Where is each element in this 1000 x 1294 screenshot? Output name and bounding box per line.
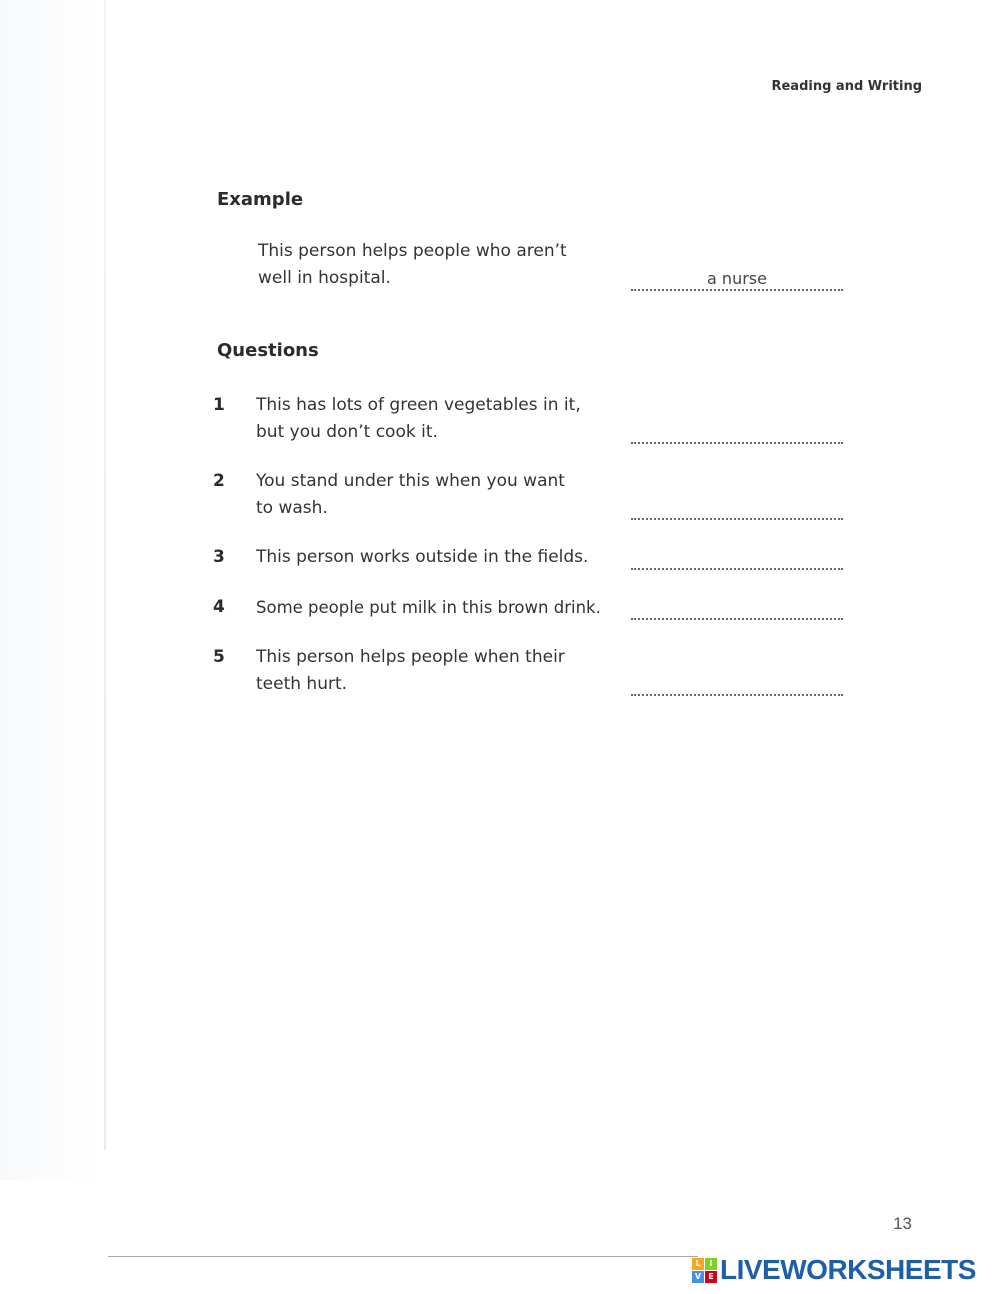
example-text bbox=[258, 238, 618, 292]
brand-text: LIVEWORKSHEETS bbox=[720, 1254, 976, 1285]
question-text-line1: Some people put milk in this brown drink. bbox=[256, 598, 601, 617]
question-number: 3 bbox=[213, 547, 225, 567]
example-item bbox=[213, 238, 853, 298]
brand-grid-cell: I bbox=[705, 1258, 717, 1270]
question-text bbox=[256, 594, 636, 621]
question-item bbox=[213, 468, 853, 528]
answer-input-line[interactable] bbox=[631, 518, 843, 520]
answer-input-line[interactable] bbox=[631, 618, 843, 620]
question-text-line1: This person helps people when their bbox=[256, 647, 565, 667]
question-text-line1: This has lots of green vegetables in it, bbox=[256, 395, 581, 415]
answer-input-line[interactable] bbox=[631, 694, 843, 696]
page-left-shade bbox=[0, 0, 104, 1180]
bottom-rule bbox=[108, 1256, 698, 1257]
example-text-line2: well in hospital. bbox=[258, 268, 391, 288]
question-item bbox=[213, 392, 853, 452]
question-text-line2: teeth hurt. bbox=[256, 674, 348, 694]
liveworksheets-logo bbox=[692, 1254, 976, 1286]
question-text bbox=[256, 644, 616, 698]
question-number: 2 bbox=[213, 471, 225, 491]
question-text-line1: You stand under this when you want bbox=[256, 471, 565, 491]
question-text bbox=[256, 468, 616, 522]
question-text bbox=[256, 392, 616, 446]
book-spine bbox=[104, 0, 106, 1150]
question-text-line1: This person works outside in the fields. bbox=[256, 547, 589, 567]
example-answer: a nurse bbox=[707, 269, 767, 288]
question-item bbox=[213, 594, 853, 624]
example-heading: Example bbox=[217, 189, 304, 210]
question-item bbox=[213, 644, 853, 704]
section-title: Reading and Writing bbox=[771, 79, 922, 94]
question-item bbox=[213, 544, 853, 574]
questions-heading: Questions bbox=[217, 340, 319, 361]
brand-grid-cell: V bbox=[692, 1271, 704, 1283]
brand-grid-cell: L bbox=[692, 1258, 704, 1270]
answer-input-line[interactable] bbox=[631, 568, 843, 570]
question-number: 5 bbox=[213, 647, 225, 667]
example-text-line1: This person helps people who aren’t bbox=[258, 241, 567, 261]
question-text bbox=[256, 544, 636, 571]
question-number: 1 bbox=[213, 395, 225, 415]
example-answer-line bbox=[631, 289, 843, 291]
answer-input-line[interactable] bbox=[631, 442, 843, 444]
question-text-line2: but you don’t cook it. bbox=[256, 422, 438, 442]
brand-grid-cell: E bbox=[705, 1271, 717, 1283]
question-text-line2: to wash. bbox=[256, 498, 328, 518]
page-number: 13 bbox=[893, 1214, 912, 1233]
brand-grid-icon bbox=[692, 1258, 717, 1283]
question-number: 4 bbox=[213, 597, 225, 617]
